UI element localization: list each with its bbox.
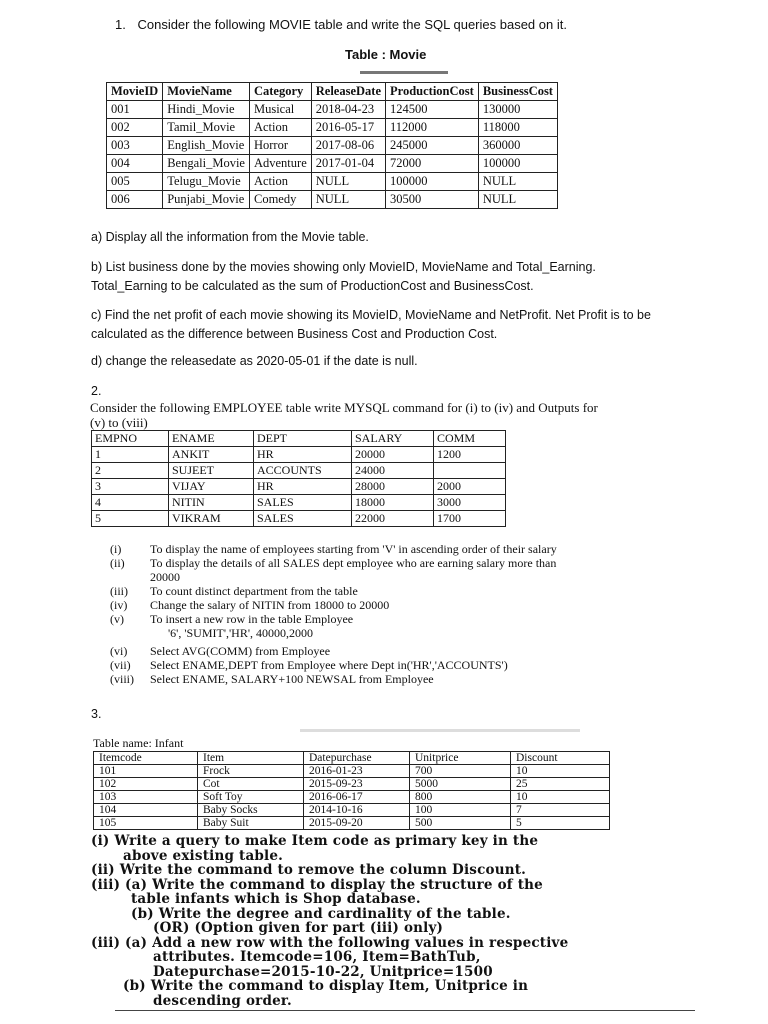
q3-or-note: (OR) (Option given for part (iii) only) [153,920,444,936]
employee-cell: HR [254,479,352,495]
smudged-text-artifact [360,71,448,74]
employee-cell: 2 [92,463,169,479]
q2-item [110,542,710,556]
q2-item-text: To display the details of all SALES dept employee who are earning salary more than [150,556,557,570]
q2-item [110,658,710,672]
employee-cell: 22000 [352,511,434,527]
employee-cell: NITIN [169,495,254,511]
movie-cell: 130000 [478,101,557,119]
infant-cell: 2015-09-23 [304,778,410,791]
q2-item-number: (viii) [110,672,134,686]
movie-cell: 245000 [386,137,479,155]
movie-cell: 30500 [386,191,479,209]
movie-cell: Tamil_Movie [163,119,250,137]
employee-cell: 1700 [434,511,506,527]
q2-item-number: (iii) [110,584,128,598]
employee-cell: 18000 [352,495,434,511]
infant-cell: Baby Suit [198,817,304,830]
infant-cell: 105 [94,817,198,830]
q1-part-d: d) change the releasedate as 2020-05-01 if the date is null. [91,354,418,368]
movie-cell: 100000 [386,173,479,191]
movie-cell: 360000 [478,137,557,155]
movie-cell: 2016-05-17 [311,119,385,137]
infant-cell: 102 [94,778,198,791]
q3-part-ii: (ii) Write the command to remove the column Discount. [91,862,527,878]
movie-cell: Adventure [249,155,311,173]
employee-cell: 3 [92,479,169,495]
employee-header-cell: EMPNO [92,431,169,447]
infant-cell: 103 [94,791,198,804]
q2-item-text: To count distinct department from the table [150,584,358,598]
q2-item-text: To insert a new row in the table Employee [150,612,354,626]
infant-cell: 700 [410,765,511,778]
infant-header-cell: Discount [511,752,610,765]
employee-header-cell: COMM [434,431,506,447]
infant-cell: Frock [198,765,304,778]
infant-table-header-row [94,752,610,765]
q3-alt-a-line1: (iii) (a) Add a new row with the following values in respective [91,934,569,951]
q2-item [110,584,710,598]
infant-table-row [94,817,610,830]
q2-item-number: (ii) [110,556,125,570]
bottom-rule [115,1010,695,1011]
employee-cell: VIJAY [169,479,254,495]
employee-cell: 1200 [434,447,506,463]
employee-table-row [92,463,506,479]
q3-table-name: Table name: Infant [93,736,184,750]
infant-cell: 2015-09-20 [304,817,410,830]
q3-part-i-line2: above existing table. [123,847,284,864]
q2-intro-line2: (v) to (viii) [90,415,148,430]
infant-header-cell: Datepurchase [304,752,410,765]
employee-table-row [92,511,506,527]
q1-part-b-line2: Total_Earning to be calculated as the sum of ProductionCost and BusinessCost. [91,279,534,293]
infant-table [93,751,610,830]
q3-alt-a-line3: Datepurchase=2015-10-22, Unitprice=1500 [153,963,493,980]
employee-table-row [92,495,506,511]
employee-cell [434,463,506,479]
employee-cell: 4 [92,495,169,511]
movie-cell: 72000 [386,155,479,173]
q3-number: 3. [91,707,102,721]
q2-item [110,672,710,686]
infant-table-row [94,804,610,817]
infant-cell: 2014-10-16 [304,804,410,817]
movie-cell: 100000 [478,155,557,173]
movie-table-row [107,155,558,173]
infant-table-row [94,778,610,791]
q3-part-iii-b: (b) Write the degree and cardinality of the table. [131,905,511,922]
employee-header-cell: SALARY [352,431,434,447]
infant-cell: 100 [410,804,511,817]
employee-table-row [92,479,506,495]
employee-cell: 5 [92,511,169,527]
infant-cell: 7 [511,804,610,817]
movie-cell: 112000 [386,119,479,137]
faded-text-artifact [300,729,580,732]
q2-item-text: Select AVG(COMM) from Employee [150,644,331,658]
movie-cell: Comedy [249,191,311,209]
movie-cell: 124500 [386,101,479,119]
q2-item-text: To display the name of employees starting from 'V' in ascending order of their salary [150,542,557,556]
infant-cell: 2016-06-17 [304,791,410,804]
infant-cell: 10 [511,791,610,804]
employee-cell: VIKRAM [169,511,254,527]
infant-cell: 500 [410,817,511,830]
infant-cell: 25 [511,778,610,791]
movie-table-row [107,101,558,119]
movie-cell: Punjabi_Movie [163,191,250,209]
movie-cell: English_Movie [163,137,250,155]
movie-header-cell: MovieName [163,83,250,101]
infant-header-cell: Unitprice [410,752,511,765]
employee-cell: SALES [254,511,352,527]
q1-part-c-line1: c) Find the net profit of each movie showing its MovieID, MovieName and NetProfit. Net Profit is to be [91,308,651,322]
q2-item-text: Change the salary of NITIN from 18000 to 20000 [150,598,390,612]
q2-item-text: 20000 [150,570,180,584]
movie-cell: Action [249,173,311,191]
q2-item-text: '6', 'SUMIT','HR', 40000,2000 [168,626,313,640]
movie-table-row [107,137,558,155]
q3-part-iii-a-line1: (iii) (a) Write the command to display the structure of the [91,876,543,893]
employee-table-row [92,447,506,463]
movie-cell: NULL [478,191,557,209]
q2-intro-line1: Consider the following EMPLOYEE table write MYSQL command for (i) to (iv) and Outputs for [90,400,598,415]
movie-header-cell: MovieID [107,83,163,101]
infant-cell: 10 [511,765,610,778]
movie-cell: Hindi_Movie [163,101,250,119]
q3-questions [91,834,691,1008]
movie-cell: Musical [249,101,311,119]
movie-table-row [107,119,558,137]
movie-cell: 003 [107,137,163,155]
employee-cell: SUJEET [169,463,254,479]
movie-cell: Horror [249,137,311,155]
employee-header-cell: ENAME [169,431,254,447]
movie-table-row [107,173,558,191]
employee-cell: SALES [254,495,352,511]
movie-cell: Telugu_Movie [163,173,250,191]
movie-table [106,82,558,209]
employee-header-cell: DEPT [254,431,352,447]
q3-alt-b-line2: descending order. [153,992,292,1009]
movie-header-cell: ProductionCost [386,83,479,101]
movie-cell: 001 [107,101,163,119]
q2-item-number: (iv) [110,598,128,612]
employee-cell: 3000 [434,495,506,511]
movie-cell: Action [249,119,311,137]
movie-cell: 2018-04-23 [311,101,385,119]
movie-header-cell: BusinessCost [478,83,557,101]
q3-alt-a-line2: attributes. Itemcode=106, Item=BathTub, [153,949,481,965]
infant-cell: 5 [511,817,610,830]
q2-item [110,612,710,626]
movie-table-header-row [107,83,558,101]
infant-table-row [94,791,610,804]
q2-item-text: Select ENAME,DEPT from Employee where Dept in('HR','ACCOUNTS') [150,658,508,672]
q2-item [110,570,710,584]
q2-items [110,542,710,686]
q3-alt-b-line1: (b) Write the command to display Item, Unitprice in [123,978,529,994]
infant-header-cell: Item [198,752,304,765]
q2-item-number: (i) [110,542,122,556]
movie-cell: 118000 [478,119,557,137]
q1-intro-line [115,17,567,32]
movie-cell: 006 [107,191,163,209]
movie-cell: NULL [478,173,557,191]
q2-item-number: (v) [110,612,124,626]
movie-cell: 005 [107,173,163,191]
employee-cell: HR [254,447,352,463]
q2-intro [90,400,690,430]
q1-number: 1. [115,17,126,32]
employee-cell: 1 [92,447,169,463]
infant-cell: Baby Socks [198,804,304,817]
q1-table-title: Table : Movie [345,47,427,62]
movie-header-cell: Category [249,83,311,101]
q3-part-iii-a-line2: table infants which is Shop database. [131,891,421,907]
employee-cell: 28000 [352,479,434,495]
q1-part-a: a) Display all the information from the Movie table. [91,230,369,244]
movie-cell: 2017-08-06 [311,137,385,155]
infant-cell: 800 [410,791,511,804]
q2-item [110,644,710,658]
q2-item-text: Select ENAME, SALARY+100 NEWSAL from Employee [150,672,434,686]
infant-cell: 2016-01-23 [304,765,410,778]
q1-part-c-line2: calculated as the difference between Business Cost and Production Cost. [91,327,498,341]
infant-cell: Soft Toy [198,791,304,804]
q2-item [110,556,710,570]
q2-item-number: (vii) [110,658,131,672]
movie-cell: NULL [311,173,385,191]
movie-cell: Bengali_Movie [163,155,250,173]
q2-item [110,598,710,612]
movie-header-cell: ReleaseDate [311,83,385,101]
infant-cell: 5000 [410,778,511,791]
q1-part-b [91,258,596,296]
q1-part-c [91,306,651,344]
movie-cell: NULL [311,191,385,209]
movie-cell: 004 [107,155,163,173]
q3-part-i-line1: (i) Write a query to make Item code as primary key in the [91,833,539,849]
employee-cell: 20000 [352,447,434,463]
q2-item [110,626,710,640]
employee-table [91,430,506,527]
movie-cell: 002 [107,119,163,137]
movie-cell: 2017-01-04 [311,155,385,173]
q2-item-number: (vi) [110,644,128,658]
movie-table-row [107,191,558,209]
infant-cell: 104 [94,804,198,817]
employee-cell: 2000 [434,479,506,495]
infant-table-row [94,765,610,778]
q1-part-b-line1: b) List business done by the movies showing only MovieID, MovieName and Total_Earning. [91,260,596,274]
employee-cell: ANKIT [169,447,254,463]
infant-cell: Cot [198,778,304,791]
q2-number: 2. [91,384,102,398]
employee-table-header-row [92,431,506,447]
infant-header-cell: Itemcode [94,752,198,765]
employee-cell: ACCOUNTS [254,463,352,479]
infant-cell: 101 [94,765,198,778]
employee-cell: 24000 [352,463,434,479]
q1-intro: Consider the following MOVIE table and write the SQL queries based on it. [137,17,567,32]
